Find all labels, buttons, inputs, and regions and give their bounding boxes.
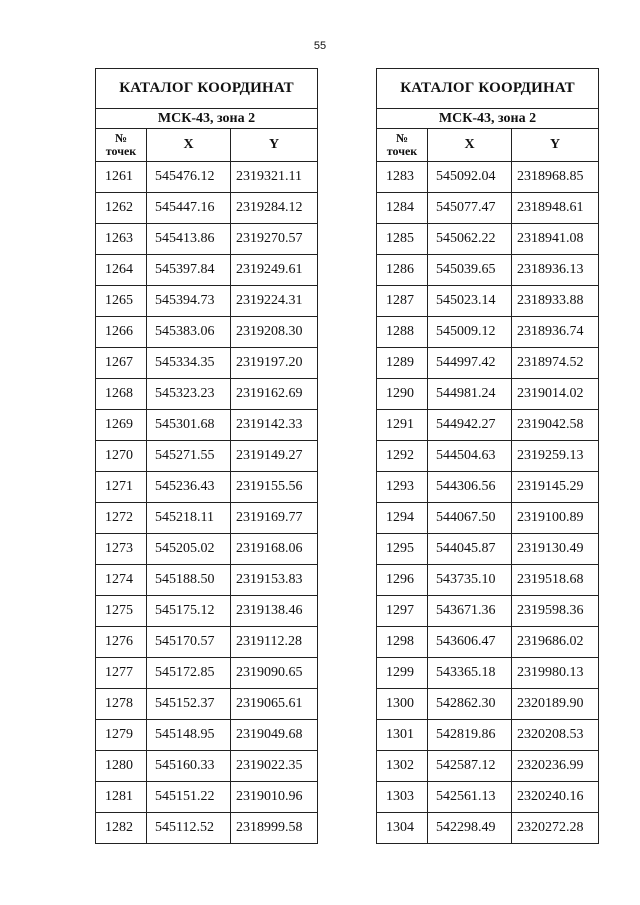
table-row <box>96 689 318 720</box>
x-coordinate-cell: 545112.52 <box>147 813 231 844</box>
y-column-header: Y <box>512 129 599 162</box>
point-number-cell: 1298 <box>377 627 428 658</box>
y-coordinate-cell: 2319259.13 <box>512 441 599 472</box>
x-coordinate-cell: 545383.06 <box>147 317 231 348</box>
page-number: 55 <box>313 40 327 52</box>
y-coordinate-cell: 2319208.30 <box>231 317 318 348</box>
point-number-cell: 1290 <box>377 379 428 410</box>
point-number-cell: 1268 <box>96 379 147 410</box>
point-number-header-symbol: № <box>114 131 128 145</box>
y-coordinate-cell: 2318936.74 <box>512 317 599 348</box>
y-coordinate-cell: 2319153.83 <box>231 565 318 596</box>
x-coordinate-cell: 545334.35 <box>147 348 231 379</box>
table-row <box>377 565 599 596</box>
x-coordinate-cell: 543365.18 <box>428 658 512 689</box>
y-coordinate-cell: 2319155.56 <box>231 472 318 503</box>
table-row <box>96 627 318 658</box>
table-row <box>96 441 318 472</box>
point-number-cell: 1265 <box>96 286 147 317</box>
point-number-cell: 1282 <box>96 813 147 844</box>
table-row <box>96 348 318 379</box>
y-coordinate-cell: 2319169.77 <box>231 503 318 534</box>
y-coordinate-cell: 2319321.11 <box>231 162 318 193</box>
point-number-cell: 1262 <box>96 193 147 224</box>
point-number-cell: 1304 <box>377 813 428 844</box>
y-coordinate-cell: 2318933.88 <box>512 286 599 317</box>
table-row <box>377 224 599 255</box>
y-coordinate-cell: 2318941.08 <box>512 224 599 255</box>
x-coordinate-cell: 545151.22 <box>147 782 231 813</box>
x-coordinate-cell: 545009.12 <box>428 317 512 348</box>
y-coordinate-cell: 2318936.13 <box>512 255 599 286</box>
point-number-cell: 1299 <box>377 658 428 689</box>
point-number-cell: 1286 <box>377 255 428 286</box>
x-coordinate-cell: 545160.33 <box>147 751 231 782</box>
table-row <box>377 813 599 844</box>
x-coordinate-cell: 544306.56 <box>428 472 512 503</box>
x-coordinate-cell: 545023.14 <box>428 286 512 317</box>
table-row <box>96 658 318 689</box>
coordinate-system-zone: МСК-43, зона 2 <box>96 109 318 129</box>
table-row <box>377 255 599 286</box>
y-coordinate-cell: 2319162.69 <box>231 379 318 410</box>
table-row <box>96 813 318 844</box>
point-number-cell: 1284 <box>377 193 428 224</box>
point-number-cell: 1274 <box>96 565 147 596</box>
point-number-cell: 1269 <box>96 410 147 441</box>
x-coordinate-cell: 545152.37 <box>147 689 231 720</box>
table-row <box>377 317 599 348</box>
x-coordinate-cell: 544067.50 <box>428 503 512 534</box>
point-number-cell: 1279 <box>96 720 147 751</box>
point-number-cell: 1266 <box>96 317 147 348</box>
x-coordinate-cell: 545301.68 <box>147 410 231 441</box>
y-coordinate-cell: 2319145.29 <box>512 472 599 503</box>
table-row <box>377 410 599 441</box>
table-row <box>96 503 318 534</box>
point-number-cell: 1302 <box>377 751 428 782</box>
y-coordinate-cell: 2320208.53 <box>512 720 599 751</box>
y-coordinate-cell: 2319130.49 <box>512 534 599 565</box>
point-number-cell: 1285 <box>377 224 428 255</box>
x-coordinate-cell: 543735.10 <box>428 565 512 596</box>
table-row <box>377 193 599 224</box>
point-number-cell: 1275 <box>96 596 147 627</box>
x-coordinate-cell: 542862.30 <box>428 689 512 720</box>
y-coordinate-cell: 2319980.13 <box>512 658 599 689</box>
point-number-cell: 1289 <box>377 348 428 379</box>
point-number-header-word: точек <box>386 144 418 158</box>
x-coordinate-cell: 544045.87 <box>428 534 512 565</box>
point-number-cell: 1270 <box>96 441 147 472</box>
x-coordinate-cell: 545148.95 <box>147 720 231 751</box>
y-coordinate-cell: 2319598.36 <box>512 596 599 627</box>
x-coordinate-cell: 544504.63 <box>428 441 512 472</box>
x-coordinate-cell: 542298.49 <box>428 813 512 844</box>
x-coordinate-cell: 545077.47 <box>428 193 512 224</box>
x-column-header: X <box>428 129 512 162</box>
x-coordinate-cell: 545447.16 <box>147 193 231 224</box>
table-row <box>96 565 318 596</box>
y-coordinate-cell: 2319686.02 <box>512 627 599 658</box>
point-number-cell: 1272 <box>96 503 147 534</box>
table-row <box>377 503 599 534</box>
y-coordinate-cell: 2319090.65 <box>231 658 318 689</box>
x-coordinate-cell: 542819.86 <box>428 720 512 751</box>
point-number-cell: 1287 <box>377 286 428 317</box>
x-coordinate-cell: 544981.24 <box>428 379 512 410</box>
y-coordinate-cell: 2319270.57 <box>231 224 318 255</box>
y-coordinate-cell: 2319224.31 <box>231 286 318 317</box>
coordinate-catalog-table-left <box>95 68 318 844</box>
table-row <box>377 379 599 410</box>
y-coordinate-cell: 2319249.61 <box>231 255 318 286</box>
catalog-rows <box>96 162 318 844</box>
y-coordinate-cell: 2318968.85 <box>512 162 599 193</box>
y-coordinate-cell: 2319042.58 <box>512 410 599 441</box>
point-number-cell: 1303 <box>377 782 428 813</box>
table-row <box>377 689 599 720</box>
table-row <box>377 720 599 751</box>
y-coordinate-cell: 2319065.61 <box>231 689 318 720</box>
point-number-cell: 1278 <box>96 689 147 720</box>
table-row <box>377 627 599 658</box>
table-row <box>96 379 318 410</box>
y-coordinate-cell: 2318974.52 <box>512 348 599 379</box>
table-row <box>377 162 599 193</box>
y-coordinate-cell: 2320189.90 <box>512 689 599 720</box>
table-row <box>377 348 599 379</box>
x-column-header: X <box>147 129 231 162</box>
catalog-title: КАТАЛОГ КООРДИНАТ <box>96 69 318 109</box>
x-coordinate-cell: 543606.47 <box>428 627 512 658</box>
point-number-cell: 1301 <box>377 720 428 751</box>
y-coordinate-cell: 2319010.96 <box>231 782 318 813</box>
catalog-title: КАТАЛОГ КООРДИНАТ <box>377 69 599 109</box>
table-row <box>96 193 318 224</box>
point-number-cell: 1273 <box>96 534 147 565</box>
table-row <box>96 224 318 255</box>
point-number-header <box>96 129 147 162</box>
point-number-cell: 1294 <box>377 503 428 534</box>
x-coordinate-cell: 545323.23 <box>147 379 231 410</box>
point-number-cell: 1293 <box>377 472 428 503</box>
point-number-cell: 1271 <box>96 472 147 503</box>
x-coordinate-cell: 545205.02 <box>147 534 231 565</box>
point-number-cell: 1288 <box>377 317 428 348</box>
table-row <box>96 596 318 627</box>
x-coordinate-cell: 542587.12 <box>428 751 512 782</box>
y-coordinate-cell: 2319197.20 <box>231 348 318 379</box>
point-number-cell: 1277 <box>96 658 147 689</box>
y-coordinate-cell: 2320272.28 <box>512 813 599 844</box>
y-coordinate-cell: 2319168.06 <box>231 534 318 565</box>
point-number-cell: 1263 <box>96 224 147 255</box>
x-coordinate-cell: 545413.86 <box>147 224 231 255</box>
table-row <box>96 720 318 751</box>
table-row <box>96 751 318 782</box>
x-coordinate-cell: 543671.36 <box>428 596 512 627</box>
table-row <box>377 441 599 472</box>
point-number-cell: 1280 <box>96 751 147 782</box>
y-coordinate-cell: 2320240.16 <box>512 782 599 813</box>
y-coordinate-cell: 2319049.68 <box>231 720 318 751</box>
x-coordinate-cell: 545172.85 <box>147 658 231 689</box>
point-number-cell: 1261 <box>96 162 147 193</box>
point-number-cell: 1291 <box>377 410 428 441</box>
point-number-cell: 1297 <box>377 596 428 627</box>
point-number-cell: 1283 <box>377 162 428 193</box>
x-coordinate-cell: 545062.22 <box>428 224 512 255</box>
y-column-header: Y <box>231 129 318 162</box>
y-coordinate-cell: 2319518.68 <box>512 565 599 596</box>
point-number-cell: 1264 <box>96 255 147 286</box>
point-number-cell: 1267 <box>96 348 147 379</box>
y-coordinate-cell: 2319022.35 <box>231 751 318 782</box>
y-coordinate-cell: 2319138.46 <box>231 596 318 627</box>
y-coordinate-cell: 2319149.27 <box>231 441 318 472</box>
y-coordinate-cell: 2319100.89 <box>512 503 599 534</box>
point-number-cell: 1276 <box>96 627 147 658</box>
table-row <box>96 410 318 441</box>
coordinate-catalog-table-right <box>376 68 599 844</box>
table-row <box>96 286 318 317</box>
x-coordinate-cell: 544942.27 <box>428 410 512 441</box>
table-row <box>96 255 318 286</box>
y-coordinate-cell: 2319112.28 <box>231 627 318 658</box>
point-number-cell: 1295 <box>377 534 428 565</box>
table-row <box>96 317 318 348</box>
x-coordinate-cell: 545039.65 <box>428 255 512 286</box>
table-row <box>377 782 599 813</box>
point-number-header-word: точек <box>105 144 137 158</box>
x-coordinate-cell: 545397.84 <box>147 255 231 286</box>
x-coordinate-cell: 545271.55 <box>147 441 231 472</box>
coordinate-system-zone: МСК-43, зона 2 <box>377 109 599 129</box>
table-row <box>377 534 599 565</box>
x-coordinate-cell: 544997.42 <box>428 348 512 379</box>
point-number-header <box>377 129 428 162</box>
y-coordinate-cell: 2318948.61 <box>512 193 599 224</box>
x-coordinate-cell: 545476.12 <box>147 162 231 193</box>
y-coordinate-cell: 2320236.99 <box>512 751 599 782</box>
table-row <box>96 782 318 813</box>
table-row <box>377 596 599 627</box>
point-number-cell: 1296 <box>377 565 428 596</box>
table-row <box>377 472 599 503</box>
table-row <box>377 286 599 317</box>
y-coordinate-cell: 2318999.58 <box>231 813 318 844</box>
x-coordinate-cell: 545175.12 <box>147 596 231 627</box>
y-coordinate-cell: 2319284.12 <box>231 193 318 224</box>
x-coordinate-cell: 542561.13 <box>428 782 512 813</box>
catalog-rows <box>377 162 599 844</box>
x-coordinate-cell: 545218.11 <box>147 503 231 534</box>
point-number-cell: 1281 <box>96 782 147 813</box>
x-coordinate-cell: 545170.57 <box>147 627 231 658</box>
table-row <box>377 751 599 782</box>
x-coordinate-cell: 545394.73 <box>147 286 231 317</box>
x-coordinate-cell: 545236.43 <box>147 472 231 503</box>
x-coordinate-cell: 545188.50 <box>147 565 231 596</box>
point-number-cell: 1292 <box>377 441 428 472</box>
table-row <box>96 472 318 503</box>
y-coordinate-cell: 2319142.33 <box>231 410 318 441</box>
x-coordinate-cell: 545092.04 <box>428 162 512 193</box>
table-row <box>96 162 318 193</box>
y-coordinate-cell: 2319014.02 <box>512 379 599 410</box>
point-number-header-symbol: № <box>395 131 409 145</box>
point-number-cell: 1300 <box>377 689 428 720</box>
table-row <box>96 534 318 565</box>
table-row <box>377 658 599 689</box>
